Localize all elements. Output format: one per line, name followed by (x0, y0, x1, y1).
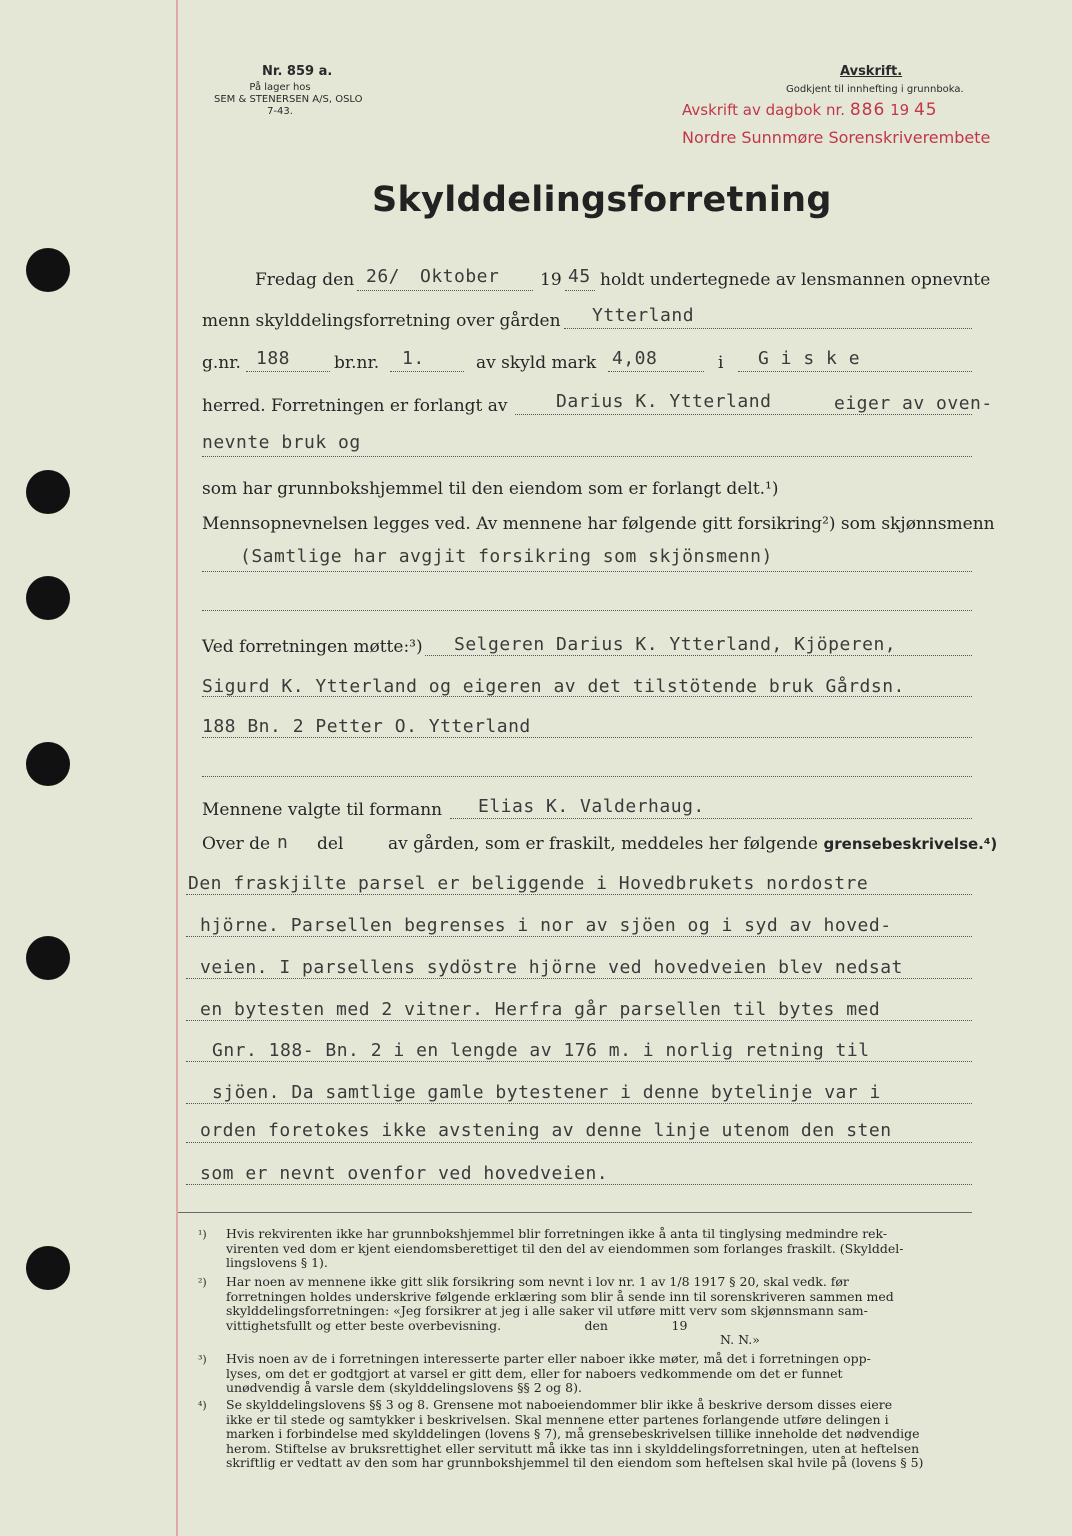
year-prefix: 19 (540, 270, 562, 290)
boundary-intro-text: av gården, som er fraskilt, meddeles her følgende (388, 834, 819, 854)
herred-value: G i s k e (758, 348, 861, 369)
boundary-line: Den fraskjilte parsel er beliggende i Hovedbrukets nordostre (188, 873, 869, 894)
boundary-line: som er nevnt ovenfor ved hovedveien. (200, 1163, 609, 1184)
gnr-label: g.nr. (202, 353, 241, 373)
footnote-line: skriftlig er vedtatt av den som har grunnbokshjemmel til den eiendom som heftelsen skal hvile på (lovens § 5) (226, 1455, 924, 1471)
footnote-line: Se skylddelingslovens §§ 3 og 8. Grensene mot naboeiendommer blir ikke å beskrive dersom disses eiere (226, 1397, 893, 1412)
attended-fill-3 (202, 737, 972, 738)
line4-pre: herred. Forretningen er forlangt av (202, 396, 508, 416)
brnr-fill (390, 371, 464, 372)
footnote-line: Hvis rekvirenten ikke har grunnbokshjemmel blir forretningen ikke å anta til tinglysing medmindre rek- (226, 1226, 888, 1241)
stamp-year-prefix: 19 (890, 101, 910, 119)
brnr-label: br.nr. (334, 353, 380, 373)
boundary-fill (186, 978, 972, 979)
date-day: 26/ (366, 266, 401, 287)
footnote-mark: ²) (198, 1276, 207, 1289)
boundary-fill (186, 1103, 972, 1104)
requester: Darius K. Ytterland (556, 391, 772, 412)
punch-hole (26, 248, 70, 292)
farm-name: Ytterland (592, 305, 695, 326)
boundary-fill (186, 894, 972, 895)
skyld-value: 4,08 (612, 348, 658, 369)
godkjent-text: Godkjent til innhefting i grunnboka. (786, 84, 964, 95)
del-label: del (317, 834, 344, 854)
line2-pre: menn skylddelingsforretning over gården (202, 311, 561, 331)
line1-pre: Fredag den (255, 270, 355, 290)
boundary-line: orden foretokes ikke avstening av denne linje utenom den sten (200, 1120, 892, 1141)
boundary-fill (186, 1142, 972, 1143)
year-fill (565, 290, 595, 291)
footnote-3 (226, 1352, 871, 1396)
margin-line (176, 0, 178, 1536)
gnr-value: 188 (256, 348, 291, 369)
footnote-2 (226, 1275, 894, 1348)
footnote-line: skylddelingsforretningen: «Jeg forsikrer at jeg i alle saker vil utføre mitt verv som skjønnsmann sam- (226, 1303, 868, 1319)
punch-hole (26, 1246, 70, 1290)
punch-hole (26, 742, 70, 786)
attended-line-2: Sigurd K. Ytterland og eigeren av det tilstötende bruk Gårdsn. (202, 676, 905, 697)
insurance-note: (Samtlige har avgjit forsikring som skjönsmenn) (240, 546, 773, 567)
footnote-divider (178, 1212, 972, 1213)
year-suffix: 45 (568, 266, 591, 287)
requester-fill (515, 414, 972, 415)
footnote-4 (226, 1398, 923, 1471)
footnote-line: lingslovens § 1). (226, 1255, 328, 1271)
attended-line-3: 188 Bn. 2 Petter O. Ytterland (202, 716, 531, 737)
date-month: Oktober (420, 266, 500, 287)
footnote-1 (226, 1227, 903, 1271)
stamp-dagbok-label: Avskrift av dagbok nr. (682, 101, 846, 119)
attended-line-1: Selgeren Darius K. Ytterland, Kjöperen, (454, 634, 897, 655)
skyld-fill (608, 371, 704, 372)
footnote-line: forretningen holdes underskrive følgende erklæring som blir å sende inn til sorenskriveren sammen med (226, 1288, 894, 1304)
footnote-line: ikke er til stede og samtykker i beskrivelsen. Skal mennene etter partenes forlangende utføre delingen i (226, 1411, 889, 1427)
chair-label: Mennene valgte til formann (202, 800, 443, 820)
punch-hole (26, 470, 70, 514)
boundary-fill (186, 1184, 972, 1185)
boundary-line: en bytesten med 2 vitner. Herfra går parsellen til bytes med (200, 999, 881, 1020)
footnote-line: Har noen av mennene ikke gitt slik forsikring som nevnt i lov nr. 1 av 1/8 1917 § 20, skal vedk. før (226, 1274, 849, 1289)
printer-line: På lager hos (249, 82, 311, 93)
date-fill (357, 290, 533, 291)
boundary-line: veien. I parsellens sydöstre hjörne ved hovedveien blev nedsat (200, 957, 903, 978)
brnr-value: 1. (402, 348, 425, 369)
page-title: Skylddelingsforretning (372, 180, 832, 220)
boundary-line: Gnr. 188- Bn. 2 i en lengde av 176 m. i norlig retning til (212, 1040, 870, 1061)
footnote-line: marken i forbindelse med skylddelingen (lovens § 7), må grensebeskrivelsen tillike inneholde det nødvendige (226, 1426, 920, 1442)
office-stamp: Nordre Sunnmøre Sorenskriverembete (682, 128, 991, 147)
boundary-heading: grensebeskrivelse.⁴) (823, 835, 998, 853)
footnote-mark: ³) (198, 1353, 207, 1366)
footnote-mark: ⁴) (198, 1399, 207, 1412)
boundary-fill (186, 936, 972, 937)
printer-line: SEM & STENERSEN A/S, OSLO (214, 94, 363, 105)
footnote-signature: N. N.» (720, 1332, 760, 1348)
line7: Mennsopnevnelsen legges ved. Av mennene har følgende gitt forsikring²) som skjønnsmenn (202, 514, 995, 534)
boundary-fill (186, 1061, 972, 1062)
i-label: i (718, 353, 724, 373)
dagbok-stamp (682, 100, 938, 120)
farm-fill (564, 328, 972, 329)
boundary-fill (186, 1020, 972, 1021)
printer-imprint (214, 82, 363, 118)
attended-fill-4 (202, 776, 972, 777)
gnr-fill (246, 371, 330, 372)
over-label: Over de (202, 834, 271, 854)
avskrift-label: Avskrift. (840, 64, 903, 79)
footnote-line: virenten ved dom er kjent eiendomsberettiget til den del av eiendommen som forlanges fraskilt. (Skylddel- (226, 1240, 904, 1256)
attended-fill (425, 655, 972, 656)
stamp-year-suffix: 45 (913, 100, 938, 120)
footnote-line: vittighetsfullt og etter beste overbevisning. den 19 (226, 1317, 688, 1333)
attended-label: Ved forretningen møtte:³) (202, 637, 423, 657)
footnote-line: Hvis noen av de i forretningen interesserte parter eller naboer ikke møter, må det i forretningen opp- (226, 1351, 871, 1366)
footnote-line: unødvendig å varsle dem (skylddelingslovens §§ 2 og 8). (226, 1380, 582, 1396)
chair-fill (450, 818, 972, 819)
requester-fill-2 (202, 456, 972, 457)
line1-post: holdt undertegnede av lensmannen opnevnte (600, 270, 991, 290)
insurance-fill (202, 571, 972, 572)
requester-cont1: eiger av oven- (834, 393, 993, 414)
over-fill: n (277, 832, 289, 853)
printer-line: 7-43. (267, 106, 293, 117)
footnote-line: lyses, om det er godtgjort at varsel er gitt dem, eller for naboers vedkommende om det er funnet (226, 1365, 843, 1381)
punch-hole (26, 936, 70, 980)
punch-hole (26, 576, 70, 620)
boundary-intro (388, 834, 997, 854)
herred-fill (738, 371, 972, 372)
line6: som har grunnbokshjemmel til den eiendom som er forlangt delt.¹) (202, 479, 779, 499)
form-number: Nr. 859 a. (262, 64, 333, 79)
boundary-line: hjörne. Parsellen begrenses i nor av sjöen og i syd av hoved- (200, 915, 892, 936)
footnote-mark: ¹) (198, 1228, 207, 1241)
chair-name: Elias K. Valderhaug. (478, 796, 705, 817)
requester-cont2: nevnte bruk og (202, 432, 361, 453)
stamp-dagbok-number: 886 (849, 100, 886, 120)
insurance-fill-2 (202, 610, 972, 611)
skyld-label: av skyld mark (476, 353, 597, 373)
footnote-line: herom. Stiftelse av bruksrettighet eller servitutt må ikke tas inn i skylddelingsforretningen, uten at heftelsen (226, 1440, 920, 1456)
boundary-line: sjöen. Da samtlige gamle bytestener i denne bytelinje var i (212, 1082, 881, 1103)
